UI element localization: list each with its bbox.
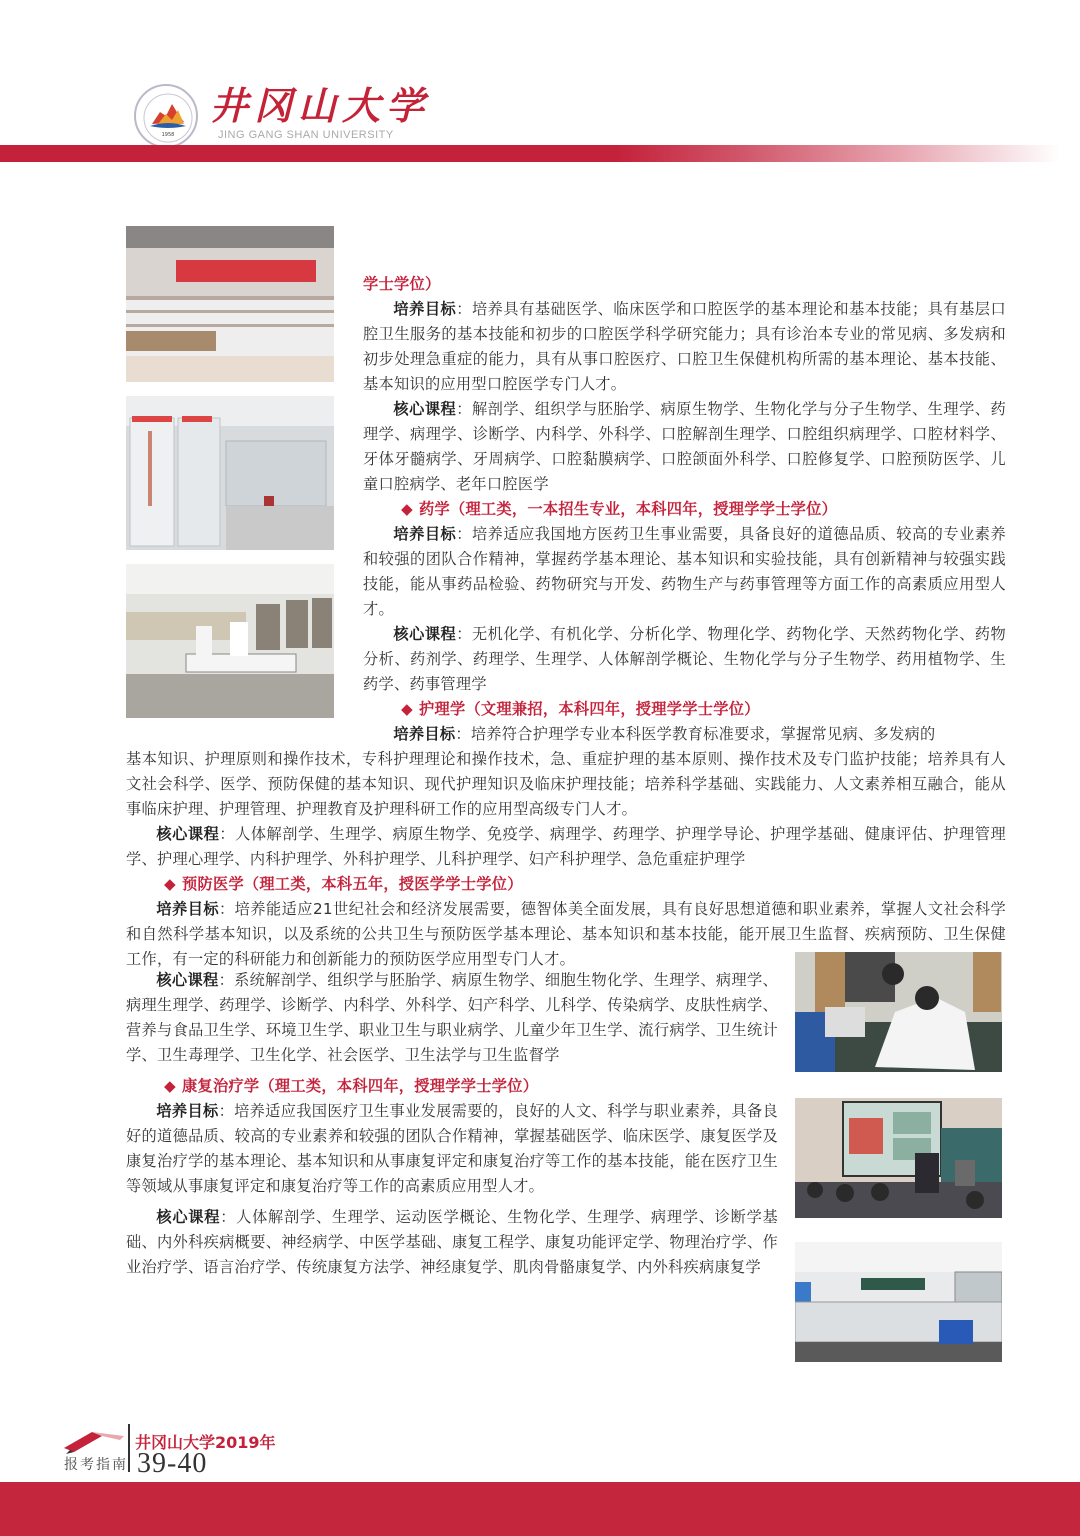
goal-label: 培养目标 — [393, 300, 457, 318]
pharmacy-goal: 培养目标：培养适应我国地方医药卫生事业需要，具备良好的道德品质、较高的专业素养和较强的团队合作精神，掌握药学基本理论、基本知识和实验技能，具有创新精神与较强实践技能，能从事药品检验、药物研究与开发、药物生产与药事管理等方面工作的高素质应用型人才。 — [363, 525, 1007, 618]
rehabilitation-heading: ◆ 康复治疗学（理工类，本科四年，授理学学士学位） — [164, 1077, 539, 1095]
course-label: 核心课程 — [393, 400, 457, 418]
page-numbers: 39-40 — [137, 1448, 208, 1479]
publication-title: 井冈山大学2019年 — [135, 1433, 276, 1452]
course-label: 核心课程 — [393, 625, 457, 643]
pharmacy-heading: ◆ 药学（理工类，一本招生专业，本科四年，授理学学士学位） — [401, 500, 838, 518]
goal-label: 培养目标 — [156, 1102, 219, 1120]
middle-text-block — [126, 747, 1006, 972]
diamond-bullet-icon: ◆ — [164, 1077, 176, 1095]
lecture-classroom-photo — [795, 1098, 1002, 1218]
preventive-medicine-heading: ◆ 预防医学（理工类，本科五年，授医学学士学位） — [164, 875, 523, 893]
goal-label: 培养目标 — [156, 900, 220, 918]
diamond-bullet-icon: ◆ — [401, 500, 413, 518]
diamond-bullet-icon: ◆ — [401, 700, 413, 718]
stomatology-courses: 核心课程：解剖学、组织学与胚胎学、病原生物学、生物化学与分子生物学、生理学、药理学、病理学、诊断学、内科学、外科学、口腔解剖生理学、口腔组织病理学、口腔材料学、牙体牙髓病学、牙周病学、口腔黏膜病学、口腔颌面外科学、口腔修复学、口腔预防医学、儿童口腔病学、老年口腔医学 — [363, 400, 1007, 493]
pharmacy-courses: 核心课程：无机化学、有机化学、分析化学、物理化学、药物化学、天然药物化学、药物分析、药剂学、药理学、生理学、人体解剖学概论、生物化学与分子生物学、药用植物学、生药学、药事管理学 — [363, 625, 1007, 693]
exam-guide-label: 报考指南 — [64, 1457, 128, 1473]
header-red-bar — [0, 145, 1060, 162]
course-label: 核心课程 — [156, 1208, 221, 1226]
rehabilitation-goal: 培养目标：培养适应我国医疗卫生事业发展需要的，良好的人文、科学与职业素养，具备良好的道德品质、较高的专业素养和较强的团队合作精神，掌握基础医学、临床医学、康复医学及康复治疗学的基本理论、基本知识和从事康复评定和康复治疗等工作的基本技能，能在医疗卫生等领域从事康复评定和康复治疗等工作的高素质应用型人才。 — [126, 1102, 778, 1195]
laboratory-room-photo — [795, 1242, 1002, 1362]
upper-text-block — [363, 272, 1006, 747]
auditorium-ceremony-photo — [126, 226, 334, 382]
nursing-heading: ◆ 护理学（文理兼招，本科四年，授理学学士学位） — [401, 700, 760, 718]
goal-label: 培养目标 — [393, 725, 456, 743]
stomatology-heading-tail: 学士学位） — [363, 275, 441, 293]
footer-red-bar — [0, 1482, 1080, 1536]
university-name-en: JING GANG SHAN UNIVERSITY — [218, 129, 394, 141]
preventive-medicine-courses: 核心课程：系统解剖学、组织学与胚胎学、病原生物学、细胞生物化学、生理学、病理学、病理生理学、药理学、诊断学、内科学、外科学、妇产科学、儿科学、传染病学、皮肤性病学、营养与食品卫生学、环境卫生学、职业卫生与职业病学、儿童少年卫生学、流行病学、卫生统计学、卫生毒理学、卫生化学、社会医学、卫生法学与卫生监督学 — [126, 971, 778, 1064]
footer-divider — [128, 1424, 130, 1472]
nursing-practice-ward-photo — [126, 564, 334, 718]
course-label: 核心课程 — [156, 825, 220, 843]
nursing-goal-first-line: 培养目标：培养符合护理学专业本科医学教育标准要求，掌握常见病、多发病的 — [393, 725, 936, 743]
course-label: 核心课程 — [156, 971, 219, 989]
university-name-cn: 井冈山大学 — [210, 83, 431, 128]
svg-text:1958: 1958 — [161, 132, 175, 138]
preventive-medicine-goal: 培养目标：培养能适应21世纪社会和经济发展需要，德智体美全面发展，具有良好思想道德和职业素养，掌握人文社会科学和自然科学基本知识，以及系统的公共卫生与预防医学基本理论、基本知识和基本技能，能开展卫生监督、疾病预防、卫生保健工作，有一定的科研能力和创新能力的预防医学应用型专门人才。 — [126, 900, 1007, 968]
diamond-bullet-icon: ◆ — [164, 875, 176, 893]
nursing-goal-rest: 基本知识、护理原则和操作技术，专科护理理论和操作技术，急、重症护理的基本原则、操作技术及专门监护技能；培养具有人文社会科学、医学、预防保健的基本知识、现代护理知识及临床护理技能；培养科学基础、实践能力、人文素养相互融合，能从事临床护理、护理管理、护理教育及护理科研工作的应用型高级专门人才。 — [126, 750, 1006, 818]
goal-label: 培养目标 — [393, 525, 457, 543]
university-emblem-logo — [134, 84, 198, 148]
stomatology-goal: 培养目标：培养具有基础医学、临床医学和口腔医学的基本理论和基本技能；具有基层口腔卫生服务的基本技能和初步的口腔医学科学研究能力；具有诊治本专业的常见病、多发病和初步处理急重症的能力，具有从事口腔医疗、口腔卫生保健机构所需的基本理论、基本技能、基本知识的应用型口腔医学专门人才。 — [363, 300, 1007, 393]
lower-text-block — [126, 968, 778, 1280]
rehabilitation-courses: 核心课程：人体解剖学、生理学、运动医学概论、生物化学、生理学、病理学、诊断学基础、内外科疾病概要、神经病学、中医学基础、康复工程学、康复功能评定学、物理治疗学、作业治疗学、语言治疗学、传统康复方法学、神经康复学、肌肉骨骼康复学、内外科疾病康复学 — [126, 1208, 779, 1276]
anatomy-specimen-room-photo — [126, 396, 334, 550]
nursing-courses: 核心课程：人体解剖学、生理学、病原生物学、免疫学、病理学、药理学、护理学导论、护理学基础、健康评估、护理管理学、护理心理学、内科护理学、外科护理学、儿科护理学、妇产科护理学、急危重症护理学 — [126, 825, 1006, 868]
